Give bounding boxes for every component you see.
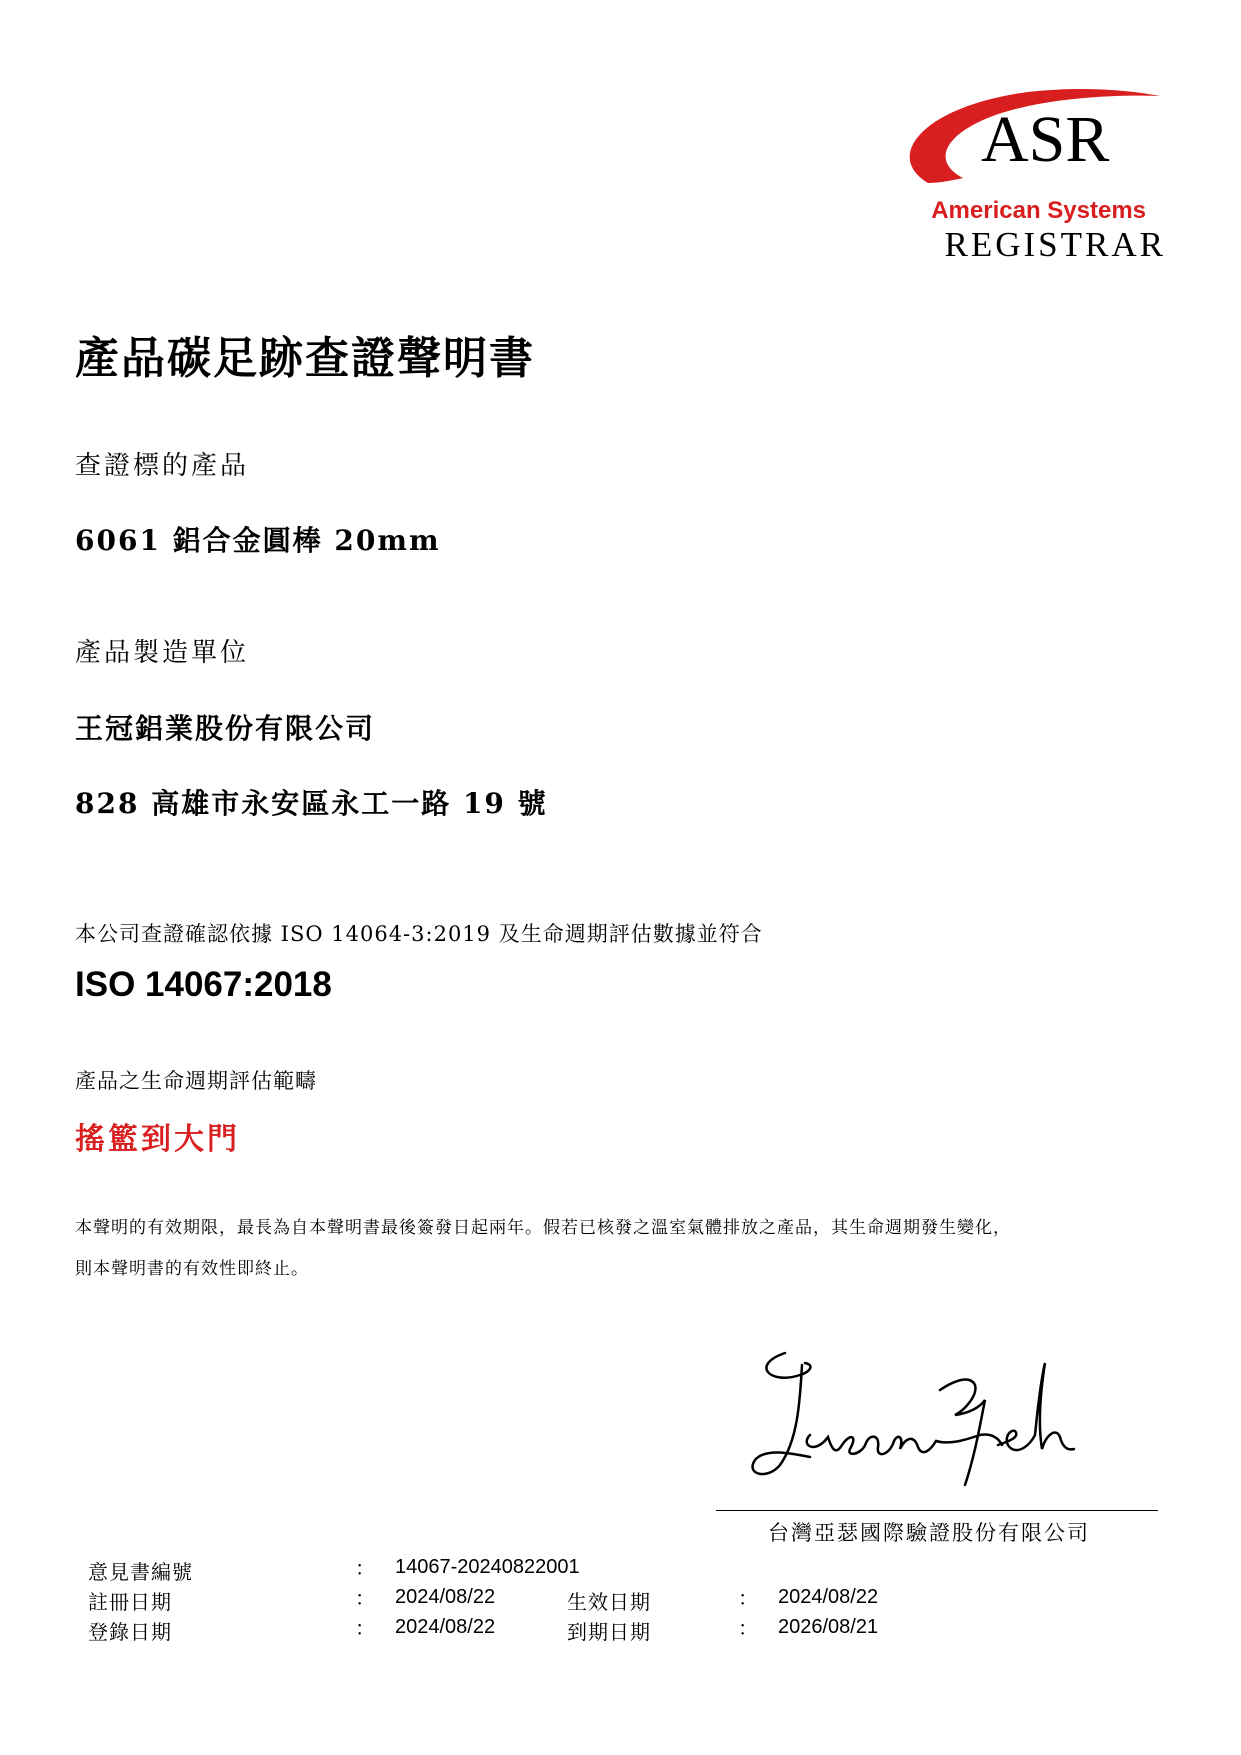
logo-line2: REGISTRAR [944, 225, 1166, 264]
colon: ： [355, 1556, 375, 1580]
validity-note-line2: 則本聲明書的有效性即終止。 [75, 1259, 309, 1279]
record-date: 2024/08/22 [395, 1616, 496, 1638]
effective-date-label: 生效日期 [567, 1590, 651, 1614]
register-date: 2024/08/22 [395, 1586, 496, 1608]
expiry-date-label: 到期日期 [567, 1620, 651, 1644]
verification-standard: ISO 14067:2018 [75, 965, 332, 1004]
signature-line [716, 1510, 1158, 1511]
scope-label: 產品之生命週期評估範疇 [75, 1069, 317, 1093]
asr-logo-graphic [888, 86, 1168, 271]
scope-value: 搖籃到大門 [75, 1122, 240, 1157]
verification-statement: 本公司查證確認依據 ISO 14064-3:2019 及生命週期評估數據並符合 [75, 922, 763, 946]
product-value: 6061 鋁合金圓棒 20mm [75, 524, 441, 557]
signature [740, 1345, 1150, 1495]
expiry-date: 2026/08/21 [778, 1616, 879, 1638]
signatory-company: 台灣亞瑟國際驗證股份有限公司 [768, 1521, 1090, 1545]
effective-date: 2024/08/22 [778, 1586, 879, 1608]
manufacturer-label: 產品製造單位 [75, 638, 250, 668]
register-date-label: 註冊日期 [88, 1590, 172, 1614]
opinion-no-label: 意見書編號 [88, 1560, 193, 1584]
signature-graphic [740, 1345, 1150, 1495]
colon: ： [738, 1616, 758, 1640]
colon: ： [355, 1586, 375, 1610]
asr-logo [888, 86, 1168, 271]
asr-mark: ASR [981, 103, 1110, 176]
opinion-no: 14067-20240822001 [395, 1556, 580, 1578]
page-title: 產品碳足跡查證聲明書 [75, 333, 535, 384]
manufacturer-address: 828 高雄市永安區永工一路 19 號 [75, 787, 548, 820]
colon: ： [738, 1586, 758, 1610]
colon: ： [355, 1616, 375, 1640]
logo-line1: American Systems [931, 197, 1146, 224]
record-date-label: 登錄日期 [88, 1620, 172, 1644]
validity-note-line1: 本聲明的有效期限，最長為自本聲明書最後簽發日起兩年。假若已核發之溫室氣體排放之產品，其生命週期發生變化， [75, 1218, 1011, 1238]
manufacturer-name: 王冠鋁業股份有限公司 [75, 712, 376, 745]
product-label: 查證標的產品 [75, 451, 250, 481]
